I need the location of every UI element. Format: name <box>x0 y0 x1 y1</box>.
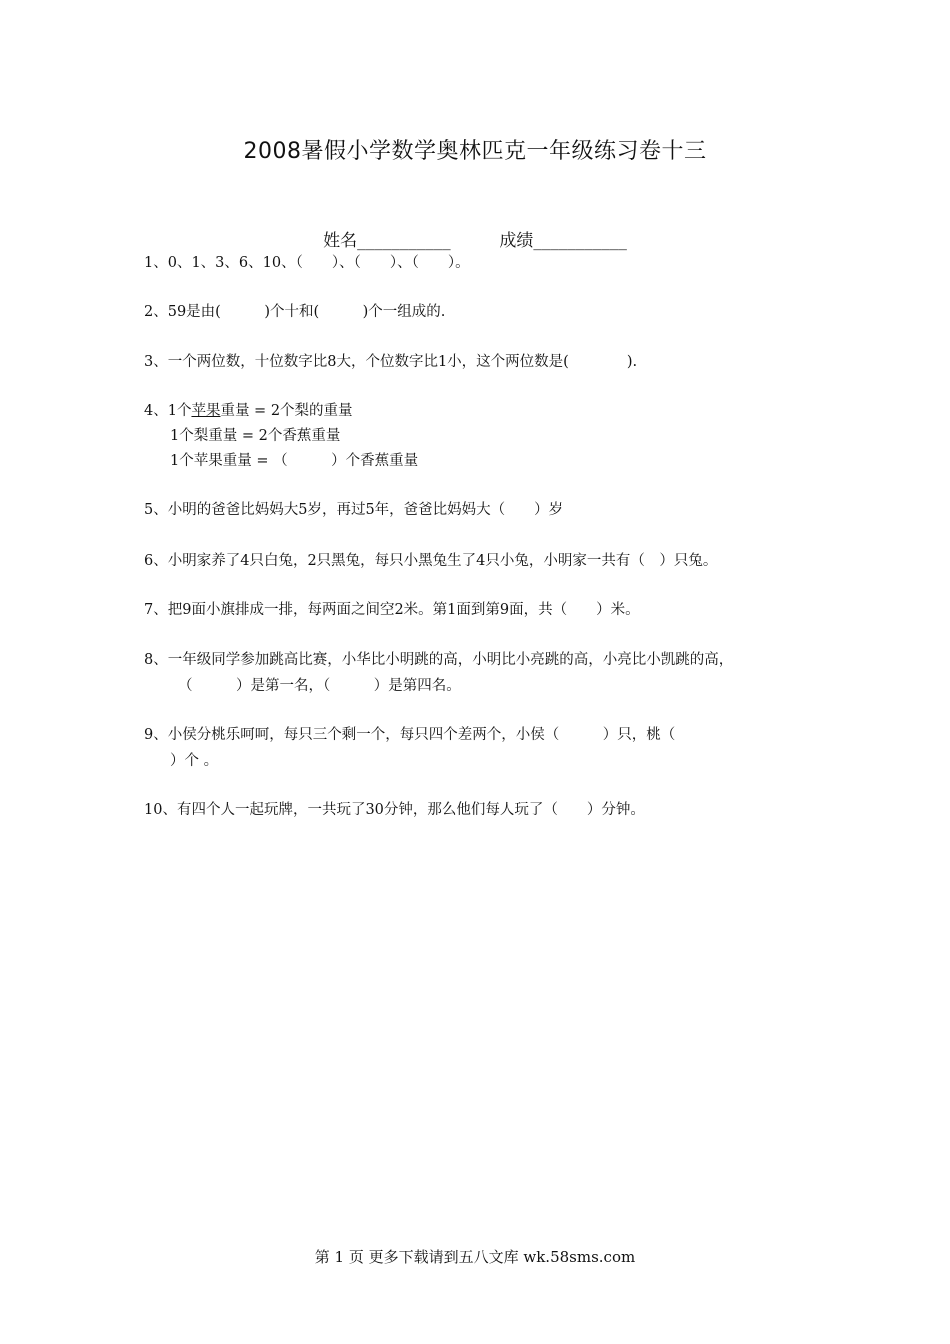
question-2: 2、59是由( )个十和( )个一组成的. <box>144 304 446 320</box>
name-label: 姓名 <box>323 231 358 251</box>
page-footer: 第 1 页 更多下载请到五八文库 wk.58sms.com <box>314 1248 636 1266</box>
question-3: 3、一个两位数，十位数字比8大，个位数字比1小，这个两位数是( ). <box>144 354 638 370</box>
score-label: 成绩 <box>499 231 534 251</box>
question-8-line-1: 8、一年级同学参加跳高比赛，小华比小明跳的高，小明比小亮跳的高，小亮比小凯跳的高， <box>144 652 734 668</box>
q4-part-b: 重量 = 2个梨的重量 <box>220 403 353 419</box>
question-4-line-1 <box>144 401 353 421</box>
question-5: 5、小明的爸爸比妈妈大5岁，再过5年，爸爸比妈妈大（ ）岁 <box>144 502 564 518</box>
question-8-line-2: （ ）是第一名，（ ）是第四名。 <box>178 678 461 694</box>
question-7: 7、把9面小旗排成一排，每两面之间空2米。第1面到第9面，共（ ）米。 <box>144 602 640 618</box>
q4-underlined-word: 苹果 <box>191 403 221 419</box>
q4-part-a: 4、1个 <box>144 403 192 419</box>
question-10: 10、有四个人一起玩牌，一共玩了30分钟，那么他们每人玩了（ ）分钟。 <box>144 802 645 818</box>
question-1: 1、0、1、3、6、10、（ ）、（ ）、（ ）。 <box>144 255 470 271</box>
score-blank: ___________ <box>533 231 627 251</box>
question-9-line-1: 9、小侯分桃乐呵呵，每只三个剩一个，每只四个差两个，小侯（ ）只，桃（ <box>144 727 676 743</box>
question-9-line-2: ）个 。 <box>170 753 219 769</box>
name-blank: ___________ <box>357 231 451 251</box>
question-6: 6、小明家养了4只白兔，2只黑兔，每只小黑兔生了4只小兔，小明家一共有（ ）只兔。 <box>144 553 718 569</box>
question-4-line-2: 1个梨重量 = 2个香蕉重量 <box>170 428 341 444</box>
page-title: 2008暑假小学数学奥林匹克一年级练习卷十三 <box>243 139 707 164</box>
student-info <box>0 226 950 251</box>
question-4-line-3: 1个苹果重量 = （ ）个香蕉重量 <box>170 453 419 469</box>
